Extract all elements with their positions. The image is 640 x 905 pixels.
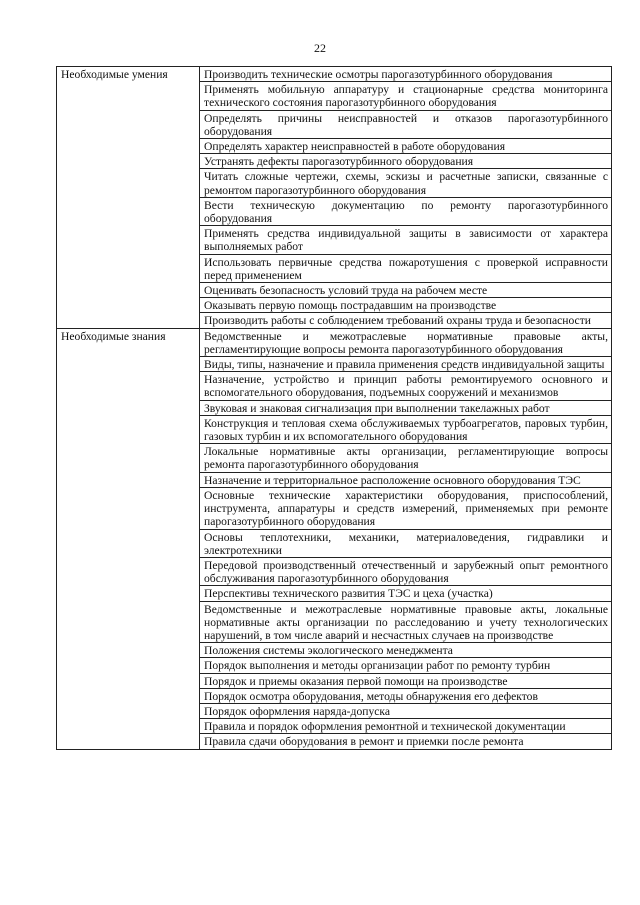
list-item: Производить работы с соблюдением требований охраны труда и безопасности (204, 314, 591, 328)
table-row-skills (57, 67, 612, 329)
list-item: Порядок осмотра оборудования, методы обнаружения его дефектов (200, 689, 611, 704)
list-item: Ведомственные и межотраслевые нормативные правовые акты, регламентирующие вопросы ремонта парогазотурбинного оборудования (200, 329, 611, 357)
list-item: Локальные нормативные акты организации, регламентирующие вопросы ремонта парогазотурбинного оборудования (200, 444, 611, 472)
list-item: Порядок выполнения и методы организации работ по ремонту турбин (200, 658, 611, 673)
list-item: Назначение, устройство и принцип работы ремонтируемого основного и вспомогательного оборудования, подъемных сооружений и механизмов (200, 372, 611, 400)
list-item: Правила сдачи оборудования в ремонт и приемки после ремонта (204, 735, 524, 749)
skills-label: Необходимые умения (57, 67, 200, 329)
list-item: Виды, типы, назначение и правила применения средств индивидуальной защиты (200, 357, 611, 372)
list-item: Применять средства индивидуальной защиты в зависимости от характера выполняемых работ (200, 226, 611, 254)
table-row-knowledge (57, 328, 612, 749)
list-item: Основные технические характеристики оборудования, приспособлений, инструмента, аппаратуры и средств измерений, применяемых при ремонте парогазотурбинного оборудования (200, 488, 611, 530)
list-item: Оказывать первую помощь пострадавшим на производстве (200, 298, 611, 313)
list-item: Читать сложные чертежи, схемы, эскизы и расчетные записки, связанные с ремонтом парогазотурбинного оборудования (200, 169, 611, 197)
list-item: Определять характер неисправностей в работе оборудования (200, 139, 611, 154)
list-item: Порядок и приемы оказания первой помощи на производстве (200, 674, 611, 689)
list-item: Передовой производственный отечественный и зарубежный опыт ремонтного обслуживания парогазотурбинного оборудования (200, 558, 611, 586)
knowledge-list (200, 328, 612, 749)
requirements-table (56, 66, 612, 750)
list-item: Применять мобильную аппаратуру и стационарные средства мониторинга технического состояния парогазотурбинного оборудования (200, 82, 611, 110)
page-number: 22 (314, 41, 326, 55)
list-item: Вести техническую документацию по ремонту парогазотурбинного оборудования (200, 198, 611, 226)
list-item: Устранять дефекты парогазотурбинного оборудования (200, 154, 611, 169)
list-item: Положения системы экологического менеджмента (200, 643, 611, 658)
list-item: Назначение и территориальное расположение основного оборудования ТЭС (200, 473, 611, 488)
list-item: Порядок оформления наряда-допуска (200, 704, 611, 719)
list-item: Использовать первичные средства пожаротушения с проверкой исправности перед применением (200, 255, 611, 283)
list-item: Основы теплотехники, механики, материаловедения, гидравлики и электротехники (200, 530, 611, 558)
list-item: Конструкция и тепловая схема обслуживаемых турбоагрегатов, паровых турбин, газовых турбин и их вспомогательного оборудования (200, 416, 611, 444)
list-item: Ведомственные и межотраслевые нормативные правовые акты, локальные нормативные акты организации по расследованию и учету технологических нарушений, в том числе аварий и несчастных случаев на производстве (200, 602, 611, 644)
list-item: Производить технические осмотры парогазотурбинного оборудования (200, 67, 611, 82)
list-item: Правила и порядок оформления ремонтной и технической документации (200, 719, 611, 734)
list-item: Оценивать безопасность условий труда на рабочем месте (200, 283, 611, 298)
list-item: Перспективы технического развития ТЭС и цеха (участка) (200, 586, 611, 601)
knowledge-label: Необходимые знания (57, 328, 200, 749)
skills-list (200, 67, 612, 329)
list-item: Звуковая и знаковая сигнализация при выполнении такелажных работ (200, 401, 611, 416)
list-item: Определять причины неисправностей и отказов парогазотурбинного оборудования (200, 111, 611, 139)
